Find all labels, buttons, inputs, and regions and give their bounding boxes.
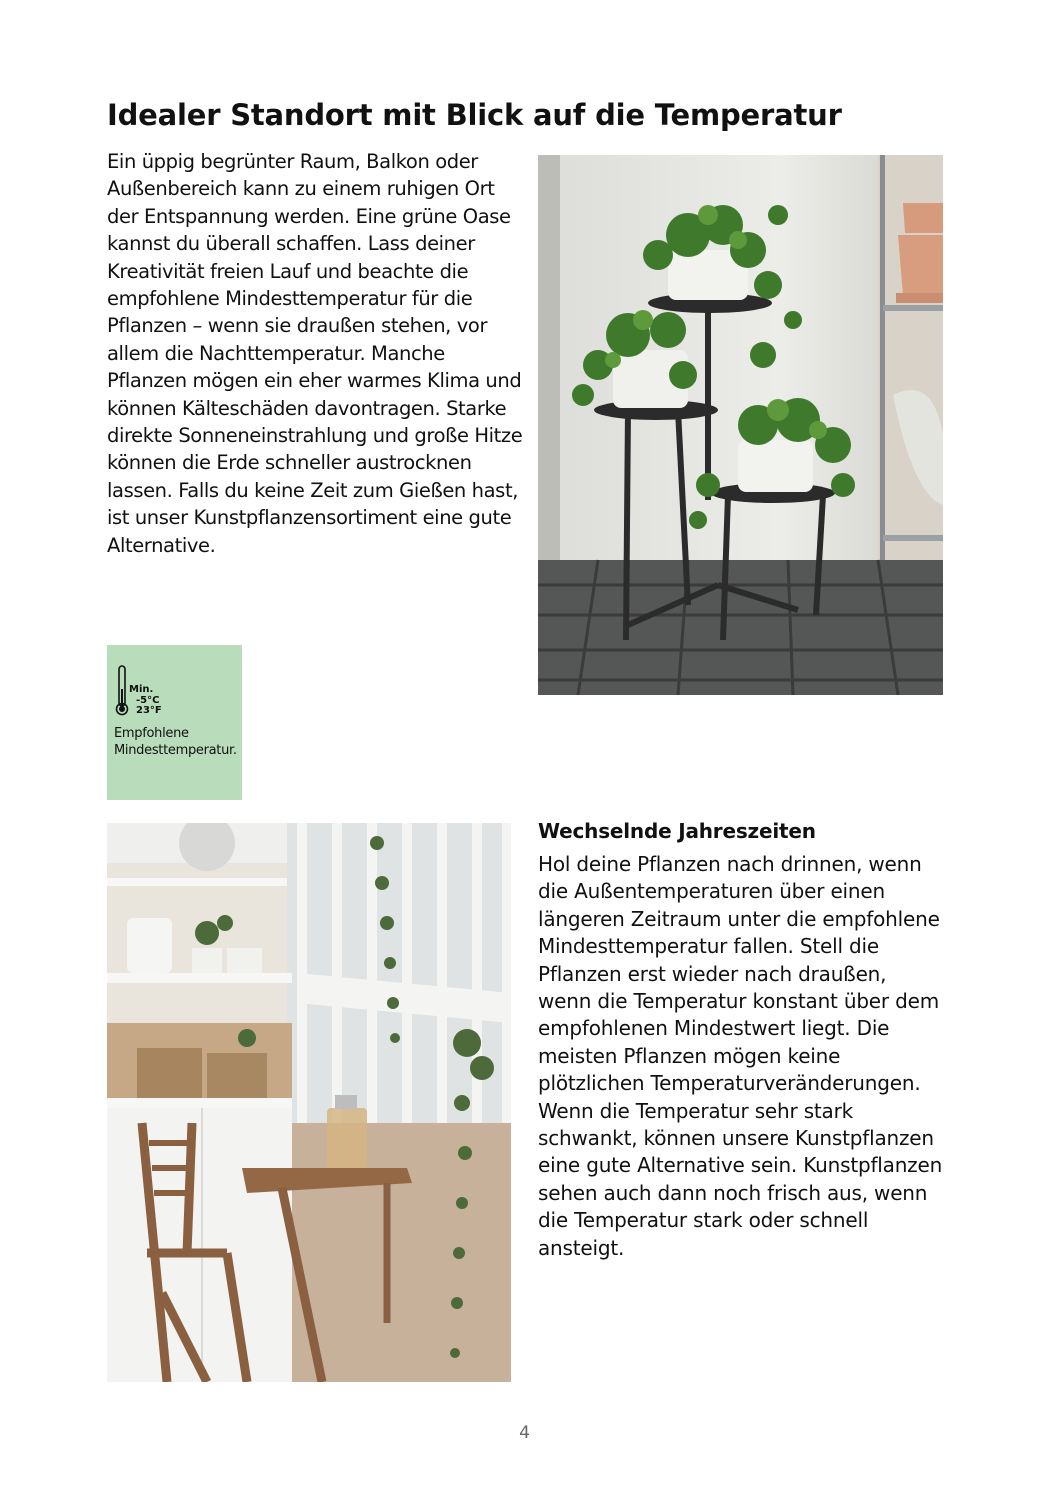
plant-stand-photo [538,155,943,695]
page-number: 4 [519,1423,530,1443]
page-title: Idealer Standort mit Blick auf die Temperatur [107,98,842,132]
balcony-furniture-photo [107,823,511,1382]
section-paragraph: Hol deine Pflanzen nach drinnen, wenn die Außentemperaturen über einen längeren Zeitraum unter die empfohlene Mindesttemperatur fallen. Stell die Pflanzen erst wieder nach draußen, wenn die Temperatur konstant über dem empfohlenen Mindestwert liegt. Die meisten Pflanzen mögen keine plötzlichen Temperaturveränderungen. Wenn die Temperatur sehr stark schwankt, können unsere Kunstpflanzen eine gute Alternative sein. Kunstpflanzen sehen auch dann noch frisch aus, wenn die Temperatur stark oder schnell ansteigt. [538,852,943,1260]
intro-paragraph: Ein üppig begrünter Raum, Balkon oder Außenbereich kann zu einem ruhigen Ort der Entspannung werden. Eine grüne Oase kannst du überall schaffen. Lass deiner Kreativität freien Lauf und beachte die empfohlene Mindesttemperatur für die Pflanzen – wenn sie draußen stehen, vor allem die Nachttemperatur. Manche Pflanzen mögen ein eher warmes Klima und können Kälteschäden davontragen. Starke direkte Sonneneinstrahlung und große Hitze können die Erde schneller austrocknen lassen. Falls du keine Zeit zum Gießen hast, ist unser Kunstpflanzensortiment eine gute Alternative. [107,150,523,557]
temperature-caption: Empfohlene Mindesttemperatur. [114,726,237,758]
temperature-min-label: Min. [129,684,154,695]
min-temperature-box [107,645,242,800]
temperature-celsius: -5°C [136,695,160,706]
temperature-fahrenheit: 23°F [136,705,162,716]
thermometer-icon [115,665,129,717]
section-title: Wechselnde Jahreszeiten [538,819,816,843]
